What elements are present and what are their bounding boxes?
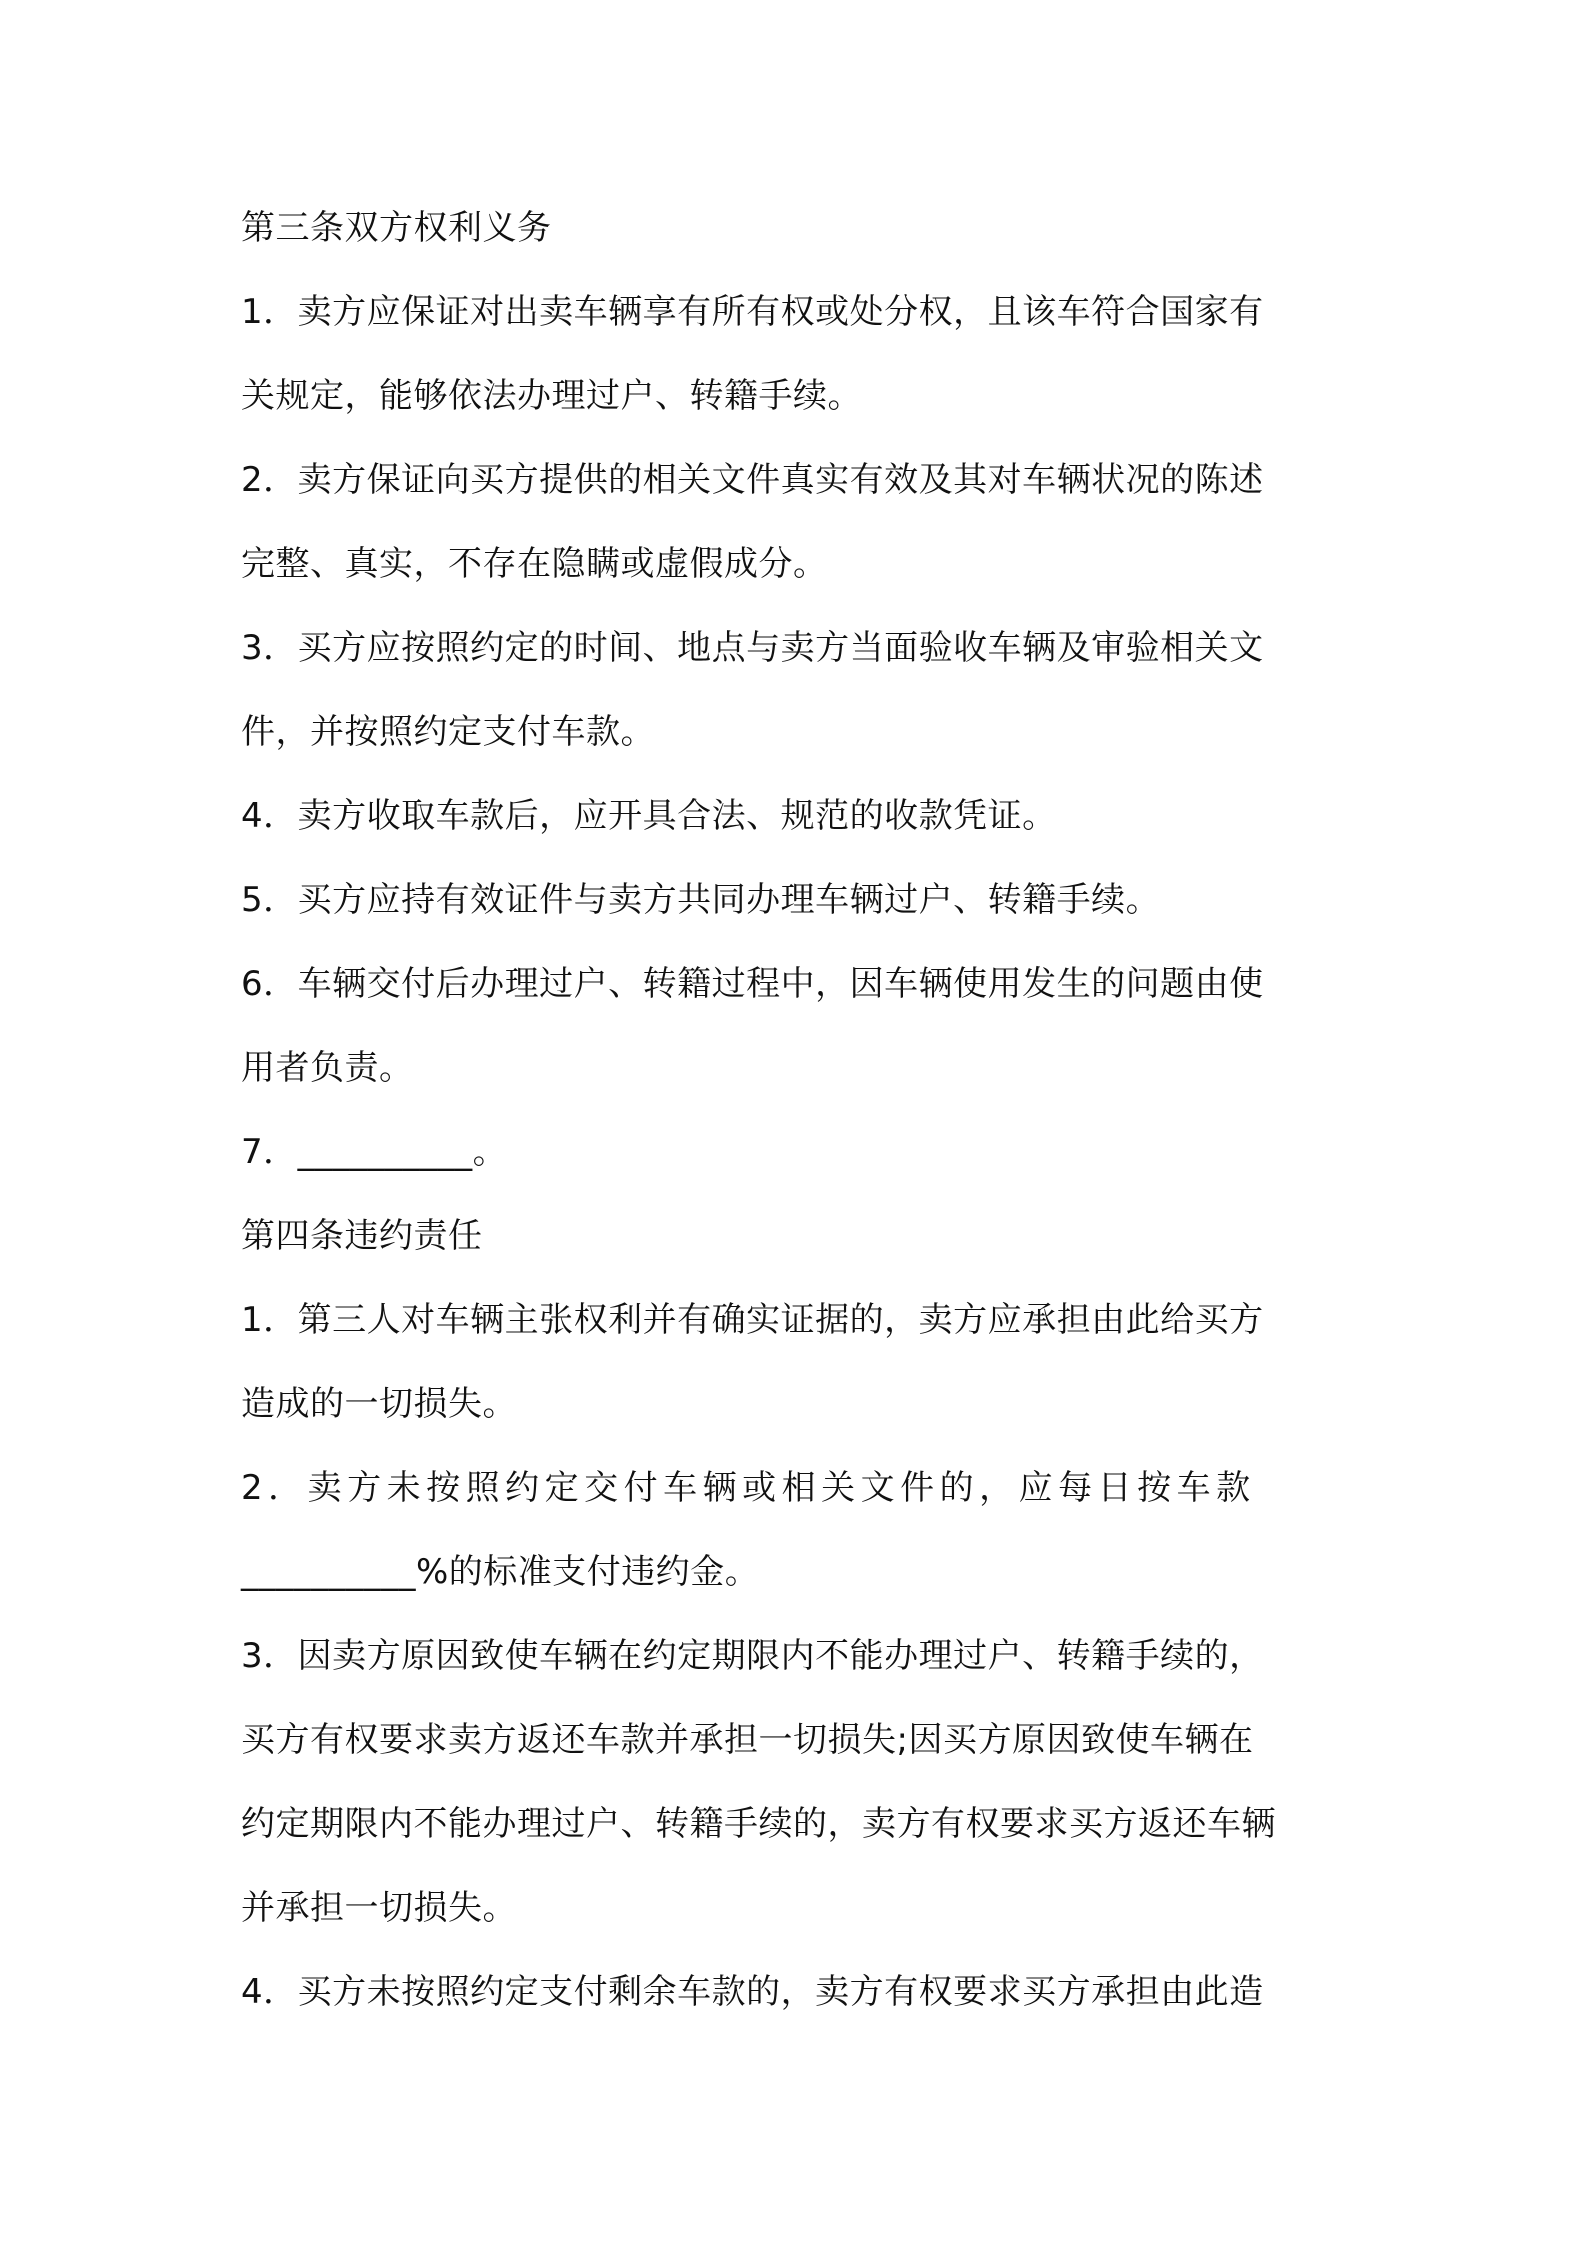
clause-3-6-line-2: 用者负责。 <box>241 1048 414 1088</box>
section-heading-article-3: 第三条双方权利义务 <box>241 208 552 248</box>
clause-3-1-line-2: 关规定，能够依法办理过户、转籍手续。 <box>241 376 862 416</box>
clause-4-3-line-4: 并承担一切损失。 <box>241 1888 517 1928</box>
clause-3-1-line-1: 1．卖方应保证对出卖车辆享有所有权或处分权，且该车符合国家有 <box>241 292 1264 332</box>
clause-3-5: 5．买方应持有效证件与卖方共同办理车辆过户、转籍手续。 <box>241 880 1161 920</box>
clause-4-2-line-1: 2．卖方未按照约定交付车辆或相关文件的，应每日按车款 <box>241 1468 1256 1508</box>
clause-4-4-line-1: 4．买方未按照约定支付剩余车款的，卖方有权要求买方承担由此造 <box>241 1972 1264 2012</box>
clause-3-4: 4．卖方收取车款后，应开具合法、规范的收款凭证。 <box>241 796 1057 836</box>
clause-4-1-line-2: 造成的一切损失。 <box>241 1384 517 1424</box>
section-heading-article-4: 第四条违约责任 <box>241 1216 483 1256</box>
clause-3-3-line-1: 3．买方应按照约定的时间、地点与卖方当面验收车辆及审验相关文 <box>241 628 1264 668</box>
clause-4-3-line-1: 3．因卖方原因致使车辆在约定期限内不能办理过户、转籍手续的， <box>241 1636 1264 1676</box>
clause-4-2-line-2: __________%的标准支付违约金。 <box>241 1552 760 1592</box>
clause-4-3-line-3: 约定期限内不能办理过户、转籍手续的，卖方有权要求买方返还车辆 <box>241 1804 1276 1844</box>
clause-3-2-line-1: 2．卖方保证向买方提供的相关文件真实有效及其对车辆状况的陈述 <box>241 460 1264 500</box>
document-body <box>241 198 1361 2046</box>
clause-3-2-line-2: 完整、真实，不存在隐瞒或虚假成分。 <box>241 544 828 584</box>
clause-4-3-line-2: 买方有权要求卖方返还车款并承担一切损失;因买方原因致使车辆在 <box>241 1720 1254 1760</box>
clause-3-6-line-1: 6．车辆交付后办理过户、转籍过程中，因车辆使用发生的问题由使 <box>241 964 1264 1004</box>
clause-4-1-line-1: 1．第三人对车辆主张权利并有确实证据的，卖方应承担由此给买方 <box>241 1300 1264 1340</box>
clause-3-7-blank: 7．__________。 <box>241 1132 508 1172</box>
clause-3-3-line-2: 件，并按照约定支付车款。 <box>241 712 655 752</box>
